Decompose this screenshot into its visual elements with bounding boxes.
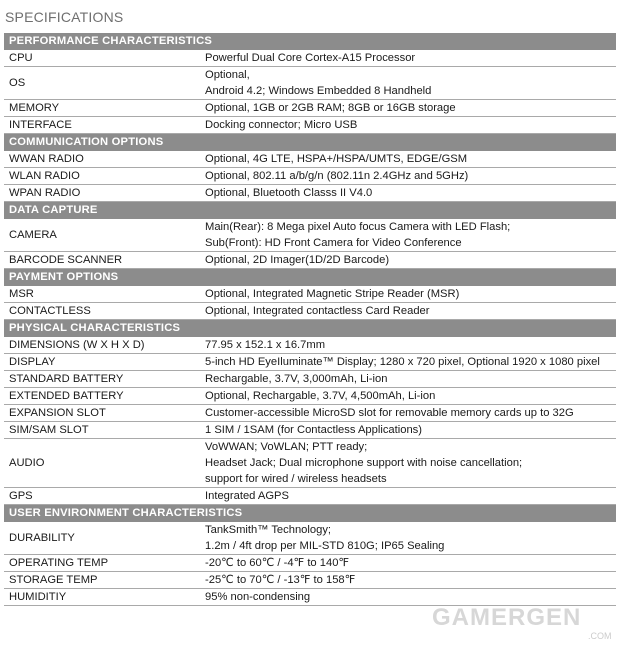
spec-label: EXPANSION SLOT [4,405,200,422]
spec-value-line: TankSmith™ Technology; [205,524,332,536]
spec-label: EXTENDED BATTERY [4,388,200,405]
spec-value [200,405,616,422]
spec-label: WPAN RADIO [4,185,200,202]
spec-value [200,522,616,555]
spec-value-line: -20℃ to 60℃ / -4℉ to 140℉ [205,557,350,569]
spec-value [200,219,616,252]
spec-value-line: 5-inch HD EyeIluminate™ Display; 1280 x 720 pixel, Optional 1920 x 1080 pixel [205,356,600,368]
spec-value-line: Optional, Integrated Magnetic Stripe Reader (MSR) [205,288,460,300]
spec-value [200,168,616,185]
spec-value-line: 1.2m / 4ft drop per MIL-STD 810G; IP65 Sealing [205,540,445,552]
spec-row [4,405,616,422]
spec-row [4,354,616,371]
spec-row [4,219,616,252]
spec-value-line: Android 4.2; Windows Embedded 8 Handheld [205,85,432,97]
spec-value-line: Rechargable, 3.7V, 3,000mAh, Li-ion [205,373,388,385]
spec-label: WWAN RADIO [4,151,200,168]
spec-row [4,151,616,168]
spec-row [4,522,616,555]
spec-table-body [4,33,616,606]
spec-label: SIM/SAM SLOT [4,422,200,439]
spec-value [200,117,616,134]
spec-label: WLAN RADIO [4,168,200,185]
spec-row [4,422,616,439]
spec-label: DIMENSIONS (W X H X D) [4,337,200,354]
spec-value-line: Optional, Rechargable, 3.7V, 4,500mAh, Li-ion [205,390,436,402]
spec-row [4,589,616,606]
spec-value-line: Optional, Integrated contactless Card Reader [205,305,430,317]
spec-value [200,371,616,388]
spec-label: CAMERA [4,219,200,252]
spec-label: STANDARD BATTERY [4,371,200,388]
spec-row [4,337,616,354]
spec-row [4,555,616,572]
spec-value [200,388,616,405]
spec-value-line: Headset Jack; Dual microphone support with noise cancellation; [205,457,523,469]
spec-row [4,117,616,134]
spec-label: STORAGE TEMP [4,572,200,589]
spec-value [200,100,616,117]
spec-value-line: Optional, 1GB or 2GB RAM; 8GB or 16GB storage [205,102,456,114]
section-header-label: COMMUNICATION OPTIONS [4,134,616,151]
spec-row [4,100,616,117]
spec-table [4,33,616,606]
spec-row [4,303,616,320]
spec-row [4,488,616,505]
page-title: SPECIFICATIONS [5,9,124,25]
section-header [4,202,616,219]
spec-value [200,488,616,505]
spec-row [4,252,616,269]
spec-label: CPU [4,50,200,67]
spec-row [4,572,616,589]
section-header [4,134,616,151]
spec-value-line: Docking connector; Micro USB [205,119,358,131]
spec-label: MEMORY [4,100,200,117]
section-header-label: USER ENVIRONMENT CHARACTERISTICS [4,505,616,522]
spec-value [200,422,616,439]
spec-label: AUDIO [4,439,200,488]
spec-value [200,589,616,606]
spec-value-line: Powerful Dual Core Cortex-A15 Processor [205,52,416,64]
spec-value [200,572,616,589]
spec-row [4,168,616,185]
spec-value-line: 1 SIM / 1SAM (for Contactless Applications) [205,424,422,436]
spec-value [200,67,616,100]
spec-label: BARCODE SCANNER [4,252,200,269]
section-header [4,505,616,522]
spec-value-line: 77.95 x 152.1 x 16.7mm [205,339,326,351]
section-header [4,269,616,286]
spec-label: GPS [4,488,200,505]
spec-value-line: Optional, 4G LTE, HSPA+/HSPA/UMTS, EDGE/GSM [205,153,468,165]
spec-label: OPERATING TEMP [4,555,200,572]
spec-label: INTERFACE [4,117,200,134]
spec-row [4,67,616,100]
spec-value [200,286,616,303]
spec-row [4,286,616,303]
spec-value-line: support for wired / wireless headsets [205,473,387,485]
spec-value-line: Optional, Bluetooth Classs II V4.0 [205,187,373,199]
watermark-suffix: .COM [588,631,612,641]
spec-label: DURABILITY [4,522,200,555]
spec-value-line: Optional, [205,69,250,81]
spec-value [200,50,616,67]
spec-value-line: 95% non-condensing [205,591,311,603]
spec-label: OS [4,67,200,100]
spec-value-line: VoWWAN; VoWLAN; PTT ready; [205,441,368,453]
spec-value [200,337,616,354]
section-header [4,320,616,337]
spec-label: DISPLAY [4,354,200,371]
spec-value-line: Sub(Front): HD Front Camera for Video Conference [205,237,462,249]
spec-value-line: Optional, 802.11 a/b/g/n (802.11n 2.4GHz and 5GHz) [205,170,469,182]
spec-value [200,185,616,202]
spec-value [200,555,616,572]
spec-value [200,303,616,320]
spec-label: CONTACTLESS [4,303,200,320]
spec-row [4,388,616,405]
spec-value [200,252,616,269]
watermark-logo: GAMERGEN [432,604,582,631]
section-header-label: PHYSICAL CHARACTERISTICS [4,320,616,337]
spec-value [200,439,616,488]
section-header [4,33,616,50]
spec-value-line: Optional, 2D Imager(1D/2D Barcode) [205,254,390,266]
spec-value-line: Main(Rear): 8 Mega pixel Auto focus Camera with LED Flash; [205,221,511,233]
spec-label: HUMIDITIY [4,589,200,606]
spec-value-line: Integrated AGPS [205,490,289,502]
spec-label: MSR [4,286,200,303]
spec-row [4,439,616,488]
section-header-label: DATA CAPTURE [4,202,616,219]
spec-value [200,151,616,168]
spec-value-line: -25℃ to 70℃ / -13℉ to 158℉ [205,574,356,586]
spec-row [4,371,616,388]
spec-row [4,185,616,202]
section-header-label: PERFORMANCE CHARACTERISTICS [4,33,616,50]
spec-row [4,50,616,67]
spec-value [200,354,616,371]
section-header-label: PAYMENT OPTIONS [4,269,616,286]
spec-value-line: Customer-accessible MicroSD slot for removable memory cards up to 32G [205,407,574,419]
